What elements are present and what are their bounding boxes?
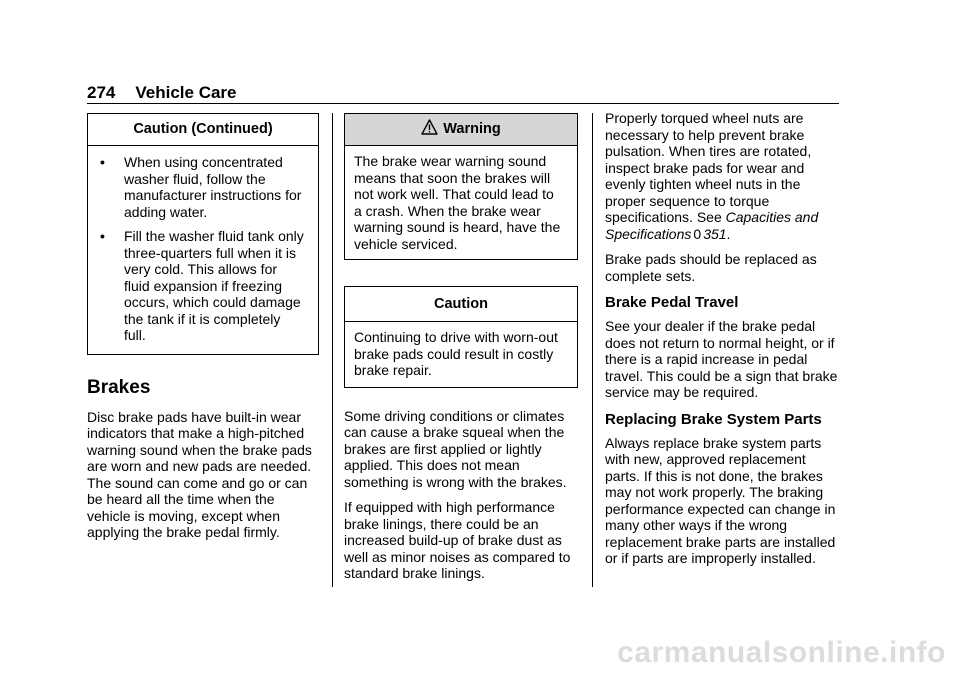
brakes-heading: Brakes [87,376,151,398]
linings-paragraph: If equipped with high performance brake linings, there could be an increased build-up of brake dust as well as minor noises as compared to standard brake linings. [344,499,571,581]
brake-pedal-travel-heading: Brake Pedal Travel [605,294,739,311]
brakes-paragraph: Disc brake pads have built-in wear indicators that make a high-pitched warning sound when the brake pads are worn and new pads are needed. The sound can come and go or can be heard all the time when the vehicle is moving, except when applying the brake pedal firmly. [87,408,312,540]
replacing-parts-heading: Replacing Brake System Parts [605,410,822,428]
section-title: Vehicle Care [135,83,237,102]
caution-continued-title: Caution (Continued) [88,114,318,146]
header-rule [87,103,839,104]
bullet-icon: • [100,154,105,170]
bullet-icon: • [100,228,105,244]
replacing-parts-paragraph: Always replace brake system parts with new, approved replacement parts. If this is not done, the brakes may not work properly. The braking performance expected can change in many other ways if the wrong replacement brake parts are installed or if parts are improperly installed. [605,434,836,566]
warning-box [344,113,578,260]
column-3 [605,110,841,576]
caution-text: Continuing to drive with worn-out brake pads could result in costly brake repair. [354,329,558,378]
page-number: 274 [87,83,116,102]
list-item: • When using concentrated washer fluid, follow the manufacturer instructions for adding water. [100,154,302,220]
page-ref[interactable]: 351 [703,225,727,242]
column-divider-2 [592,113,593,587]
brake-pedal-paragraph: See your dealer if the brake pedal does not return to normal height, or if there is a rapid increase in pedal travel. This could be a sign that brake service may be required. [605,318,838,400]
column-1 [87,113,319,550]
page-ref-icon: 0 [693,225,702,242]
capacities-link[interactable]: Capacities and Specifications [605,209,819,242]
warning-title: Warning [345,114,577,146]
warning-text: The brake wear warning sound means that soon the brakes will not work well. That could lead to a crash. When the brake wear warning sound is heard, have the vehicle serviced. [354,153,561,252]
column-divider-1 [332,113,333,587]
warning-triangle-icon [421,119,438,135]
caution-title: Caution [345,287,577,322]
column-2 [344,113,578,591]
caution-continued-box [87,113,319,355]
squeal-paragraph: Some driving conditions or climates can cause a brake squeal when the brakes are first applied or lightly applied. This does not mean something is wrong with the brakes. [344,407,567,490]
list-item: • Fill the washer fluid tank only three-quarters full when it is very cold. This allows for fluid expansion if freezing occurs, which could damage the tank if it is completely full. [100,228,304,343]
watermark: carmanualsonline.info [617,636,946,669]
wheel-nuts-paragraph: Properly torqued wheel nuts are necessary to help prevent brake pulsation. When tires are rotated, inspect brake pads for wear and evenly tighten wheel nuts in the proper sequence to torque specifications. See Capacities and Specifications 0 351. [605,110,819,242]
caution-box [344,286,578,388]
page-header [87,83,237,103]
brake-pads-paragraph: Brake pads should be replaced as complete sets. [605,251,817,284]
